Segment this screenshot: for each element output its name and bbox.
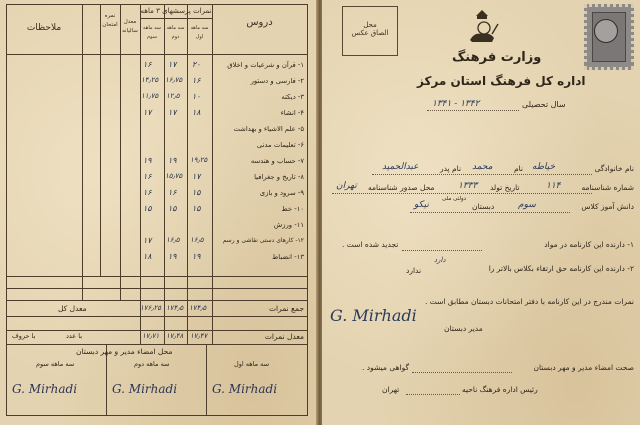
subject-8: ۸- تاریخ و جغرافیا — [254, 173, 304, 181]
grade-2-q1: ۱۶ — [192, 76, 201, 85]
id-issue-place: تهران — [336, 181, 357, 191]
header-q3: سه ماهه سوم — [143, 25, 161, 40]
photo-box-label: محل — [363, 21, 377, 29]
principal-signature: G. Mirhadi — [330, 306, 417, 325]
header-notes: ملاحظات — [26, 23, 62, 33]
with-number-label: با عدد — [66, 332, 83, 340]
subject-7: ۷- حساب و هندسه — [250, 157, 304, 165]
with-letters-label: با حروف — [12, 332, 36, 340]
grade-13-q3: ۱۸ — [143, 252, 152, 261]
grade-12-q3: ۱۷ — [143, 236, 152, 245]
line-2-label: ۲- دارنده این کارنامه حق ارتقاء بکلاس بالاتر را — [488, 264, 634, 273]
grades-page — [0, 0, 318, 425]
average-q2: ۱۷٫۴۸ — [166, 332, 184, 340]
grade-10-q3: ۱۵ — [143, 204, 152, 213]
grade-9-q3: ۱۶ — [143, 188, 152, 197]
id-number-label: شماره شناسنامه — [581, 183, 634, 192]
total-q3: ۱۷۶٫۲۵ — [140, 304, 162, 312]
first-name-label: نام — [514, 164, 524, 173]
grade-8-q3: ۱۶ — [143, 172, 152, 181]
quarter-2-label: سه ماهه دوم — [134, 360, 170, 368]
father-name-label: نام پدر — [440, 164, 462, 173]
grade-4-q1: ۱۸ — [192, 108, 201, 117]
header-grades-by-quarter: نمرات پرسشهای ۳ ماهه — [140, 7, 212, 15]
lion-and-sun-emblem — [462, 8, 502, 48]
grade-10-q2: ۱۵ — [168, 204, 177, 213]
postage-stamp — [584, 4, 634, 70]
grade-9-q1: ۱۵ — [192, 188, 201, 197]
student-class: سوم — [518, 200, 536, 210]
subject-11: ۱۱- ورزش — [273, 221, 304, 229]
average-q3: ۱۷٫۷۱ — [142, 332, 160, 340]
principal-label: مدیر دبستان — [444, 324, 483, 333]
line-2-value: دارد — [434, 256, 446, 264]
grade-4-q3: ۱۷ — [143, 108, 152, 117]
photo-box — [342, 6, 398, 56]
average-q1: ۱۷٫۴۷ — [190, 332, 208, 340]
subject-6: ۶- تعلیمات مدنی — [256, 141, 304, 149]
id-issue-place-label: محل صدور شناسنامه — [368, 183, 435, 192]
grade-7-q3: ۱۹ — [143, 156, 152, 165]
grade-7-q2: ۱۹ — [168, 156, 177, 165]
grade-7-q1: ۱۹٫۲۵ — [190, 156, 208, 164]
line-1-end: تجدید شده است . — [342, 240, 399, 249]
grade-8-q1: ۱۷ — [192, 172, 201, 181]
total-q1: ۱۷۴٫۵ — [189, 304, 207, 312]
subject-1: ۱- قرآن و شرعیات و اخلاق — [227, 61, 304, 69]
subject-2: ۲- فارسی و دستور — [250, 77, 304, 85]
grade-4-q2: ۱۷ — [168, 108, 177, 117]
quarter-1-label: سه ماهه اول — [234, 360, 270, 368]
city: تهران — [382, 385, 400, 394]
grade-13-q2: ۱۹ — [168, 252, 177, 261]
subject-12: ۱۲- کارهای دستی نقاشی و رسم — [222, 237, 304, 244]
birth-date-label: تاریخ تولد — [490, 183, 520, 192]
subject-3: ۳- دیکته — [281, 93, 304, 101]
school-year: ۱۳۴۱ - ۱۳۴۲ — [432, 99, 480, 109]
subject-13: ۱۳- انضباط — [271, 253, 304, 261]
grade-10-q1: ۱۵ — [192, 204, 201, 213]
head-label: رئیس اداره فرهنگ ناحیه — [462, 385, 538, 394]
total-label: جمع نمرات — [268, 304, 304, 313]
subject-9: ۹- سرود و بازی — [259, 189, 304, 197]
id-number: ۱۱۴ — [546, 181, 561, 191]
subject-4: ۴- انشاء — [280, 109, 304, 117]
signature-row-label: محل امضاء مدیر و مهر دبستان — [76, 347, 173, 356]
school-type: دولتی ملی — [442, 196, 467, 202]
grade-12-q2: ۱۶٫۵ — [166, 236, 180, 244]
grades-table — [6, 4, 308, 416]
verify-end: گواهی میشود . — [362, 363, 410, 372]
grade-13-q1: ۱۹ — [192, 252, 201, 261]
department-title: اداره کل فرهنگ استان مرکز — [417, 74, 586, 88]
grade-3-q3: ۱۱٫۷۵ — [141, 92, 159, 100]
first-name: محمد — [472, 162, 493, 172]
grade-1-q2: ۱۷ — [168, 60, 177, 69]
report-card-page — [322, 0, 640, 425]
family-name: خیاطه — [532, 162, 556, 172]
line-1-label: ۱- دارنده این کارنامه در مواد — [544, 240, 634, 249]
school-name: نیکو — [414, 200, 429, 210]
school-year-label: سال تحصیلی — [522, 100, 566, 109]
header-annual-average: معدل سالیانه — [122, 19, 138, 34]
family-name-label: نام خانوادگی — [594, 164, 634, 173]
subject-5: ۵- علم الاشیاء و بهداشت — [233, 125, 304, 133]
photo-box-label-2: الصاق عکس — [351, 29, 389, 37]
verify-text: صحت امضاء مدیر و مهر دبستان — [533, 363, 634, 372]
signature-q2: G. Mirhadi — [112, 382, 178, 396]
subject-10: ۱۰- خط — [281, 205, 304, 213]
header-exam-grade: نمره امتحان — [102, 13, 118, 28]
signature-q1: G. Mirhadi — [212, 382, 278, 396]
line-2-end: ندارد — [406, 266, 422, 275]
header-subjects: دروس — [246, 17, 273, 28]
grade-1-q3: ۱۶ — [143, 60, 152, 69]
grade-12-q1: ۱۶٫۵ — [190, 236, 204, 244]
grade-1-q1: ۲۰ — [192, 60, 201, 69]
grade-8-q2: ۱۵٫۷۵ — [165, 172, 183, 180]
grade-9-q2: ۱۶ — [168, 188, 177, 197]
father-name: عبدالحمید — [382, 162, 419, 172]
average-label: معدل نمرات — [264, 332, 304, 341]
overall-average-label: معدل کل — [58, 304, 87, 313]
school-label: دبستان — [472, 202, 495, 211]
header-q2: سه ماهه دوم — [166, 25, 185, 40]
ministry-title: وزارت فرهنگ — [452, 50, 542, 65]
quarter-3-label: سه ماهه سوم — [36, 360, 75, 368]
grade-3-q2: ۱۲٫۵ — [166, 92, 180, 100]
header-q1: سه ماهه اول — [190, 25, 209, 40]
grade-2-q2: ۱۶٫۷۵ — [165, 76, 183, 84]
grade-2-q3: ۱۴٫۲۵ — [141, 76, 159, 84]
student-class-label: دانش آموز کلاس — [581, 202, 634, 211]
grade-3-q1: ۱۰ — [192, 92, 201, 101]
certify-text: نمرات مندرج در این کارنامه با دفتر امتحانات دبستان مطابق است . — [424, 297, 634, 306]
birth-date: ۱۳۳۳ — [458, 181, 478, 191]
total-q2: ۱۷۴٫۵ — [166, 304, 184, 312]
signature-q3: G. Mirhadi — [12, 382, 78, 396]
